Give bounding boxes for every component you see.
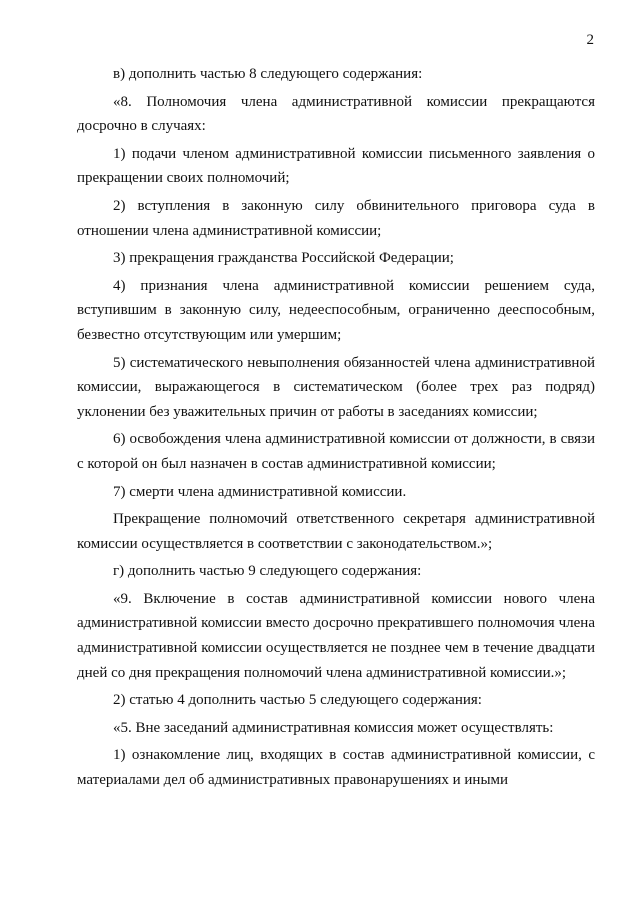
paragraph-secretary-termination: Прекращение полномочий ответственного секретаря административной комиссии осуществляется в соответствии с законодательством.»; — [77, 511, 595, 552]
paragraph-amend-article-4: 2) статью 4 дополнить частью 5 следующего содержания: — [113, 692, 482, 709]
paragraph-case-7: 7) смерти члена административной комиссии. — [113, 483, 407, 500]
page-number: 2 — [586, 32, 594, 48]
paragraph-part-9: «9. Включение в состав административной комиссии нового члена административной комиссии вместо досрочно прекратившего полномочия члена административной комиссии осуществляется не позднее чем в течение двадцати дней со дня прекращения полномочий члена административной комиссии.»; — [77, 590, 595, 681]
paragraph-case-6: 6) освобождения члена административной комиссии от должности, в связи с которой он был назначен в состав административной комиссии; — [77, 431, 595, 472]
paragraph-part-8-heading: «8. Полномочия члена административной комиссии прекращаются досрочно в случаях: — [77, 93, 595, 135]
paragraph-case-1: 1) подачи членом административной комиссии письменного заявления о прекращении своих полномочий; — [77, 145, 595, 187]
paragraph-case-4: 4) признания члена административной комиссии решением суда, вступившим в законную силу, недееспособным, ограниченно дееспособным, безвестно отсутствующим или умершим; — [77, 277, 595, 343]
paragraph-case-5: 5) систематического невыполнения обязанностей члена административной комиссии, выражающегося в систематическом (более трех раз подряд) уклонении без уважительных причин от работы в заседаниях комиссии; — [77, 354, 595, 420]
paragraph-case-3: 3) прекращения гражданства Российской Федерации; — [113, 250, 454, 267]
paragraph-part-5-item-1: 1) ознакомление лиц, входящих в состав административной комиссии, с материалами дел об административных правонарушениях и иными — [77, 747, 595, 789]
paragraph-case-2: 2) вступления в законную силу обвинительного приговора суда в отношении члена административной комиссии; — [77, 197, 595, 239]
paragraph-amend-part-8: в) дополнить частью 8 следующего содержания: — [113, 66, 423, 82]
document-body — [77, 62, 595, 793]
paragraph-amend-part-9: г) дополнить частью 9 следующего содержания: — [113, 563, 422, 580]
paragraph-part-5-heading: «5. Вне заседаний административная комиссия может осуществлять: — [113, 719, 554, 736]
